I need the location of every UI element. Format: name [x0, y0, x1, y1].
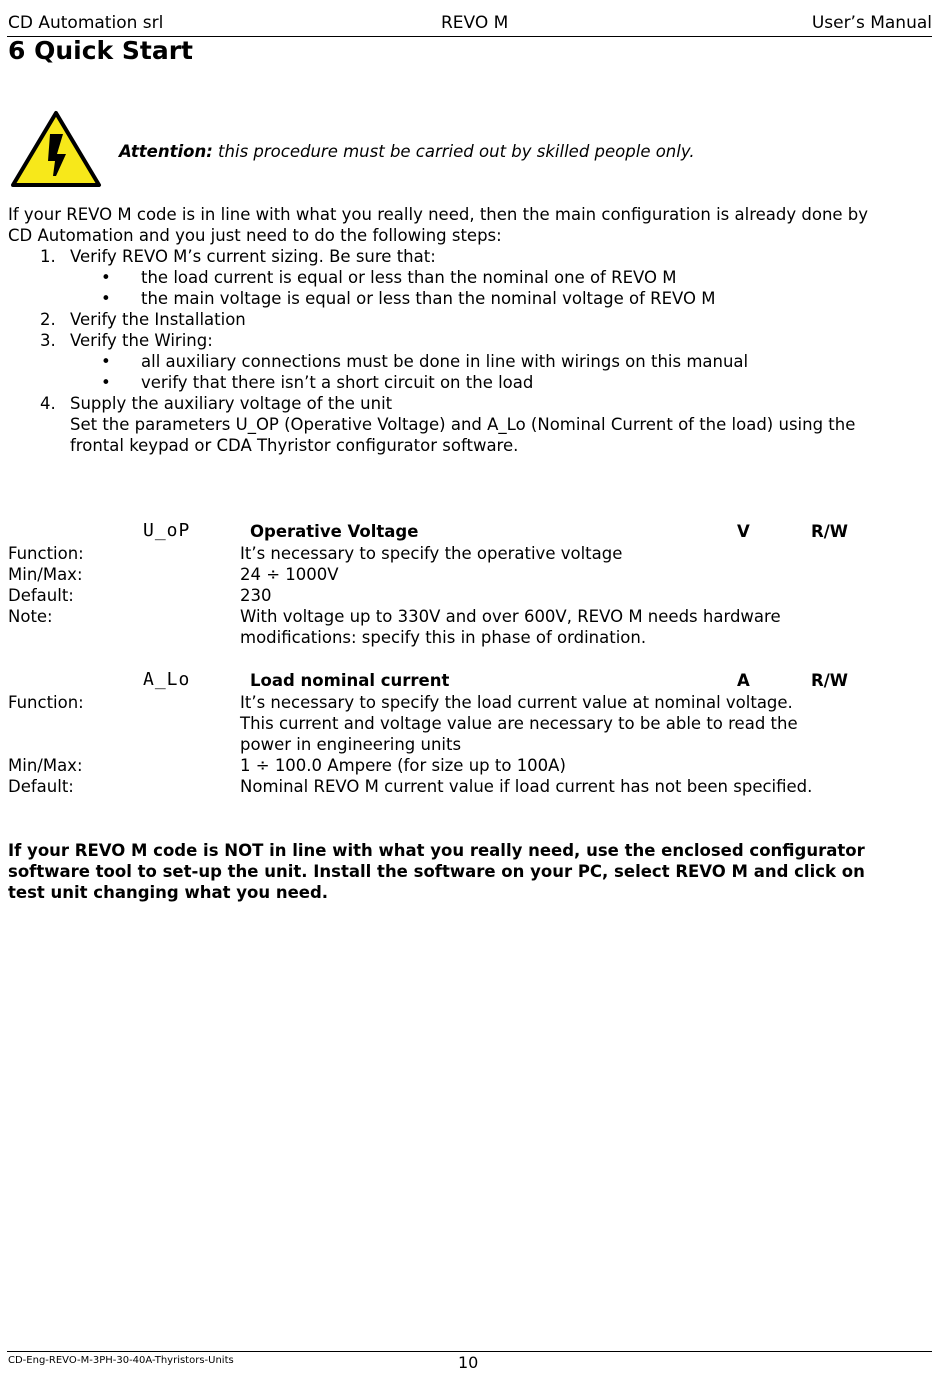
bullet-item: the main voltage is equal or less than the nominal voltage of REVO M: [141, 289, 716, 308]
page-number: 10: [458, 1353, 479, 1372]
intro-line-1: If your REVO M code is in line with what you really need, then the main configuration is already done by: [8, 205, 869, 224]
bullet-item: all auxiliary connections must be done in line with wirings on this manual: [141, 352, 749, 371]
step-text: Verify the Installation: [70, 310, 246, 329]
closing-line-1: If your REVO M code is NOT in line with what you really need, use the enclosed configurator: [8, 841, 865, 860]
bullet-icon: •: [101, 289, 111, 308]
field-value: Nominal REVO M current value if load current has not been specified.: [240, 777, 813, 796]
field-value: This current and voltage value are necessary to be able to read the: [240, 714, 798, 733]
closing-line-3: test unit changing what you need.: [8, 883, 329, 902]
step-number: 4.: [40, 394, 56, 413]
param-unit-uop: V: [737, 522, 750, 541]
attention-note: [119, 141, 695, 162]
bullet-item: the load current is equal or less than the nominal one of REVO M: [141, 268, 677, 287]
bullet-item: verify that there isn’t a short circuit on the load: [141, 373, 534, 392]
header-product: REVO M: [441, 13, 509, 33]
intro-line-2: CD Automation and you just need to do the following steps:: [8, 226, 502, 245]
field-value: modifications: specify this in phase of ordination.: [240, 628, 647, 647]
param-name-uop: Operative Voltage: [250, 522, 419, 541]
attention-text: this procedure must be carried out by skilled people only.: [212, 142, 695, 161]
field-value: It’s necessary to specify the load current value at nominal voltage.: [240, 693, 793, 712]
field-label: Note:: [8, 607, 53, 626]
field-label: Function:: [8, 693, 84, 712]
header-manual: User’s Manual: [811, 13, 932, 33]
step-number: 2.: [40, 310, 56, 329]
param-code-alo: A_Lo: [143, 669, 191, 690]
field-value: 230: [240, 586, 272, 605]
field-value: 24 ÷ 1000V: [240, 565, 339, 584]
closing-line-2: software tool to set-up the unit. Install the software on your PC, select REVO M and click on: [8, 862, 865, 881]
step-4-detail-line-2: frontal keypad or CDA Thyristor configurator software.: [70, 436, 519, 455]
step-number: 3.: [40, 331, 56, 350]
param-unit-alo: A: [737, 671, 750, 690]
bullet-icon: •: [101, 373, 111, 392]
step-4-detail-line-1: Set the parameters U_OP (Operative Voltage) and A_Lo (Nominal Current of the load) using the: [70, 415, 856, 434]
param-code-uop: U_oP: [143, 520, 191, 541]
field-value: 1 ÷ 100.0 Ampere (for size up to 100A): [240, 756, 566, 775]
high-voltage-warning-icon: [10, 110, 102, 192]
bullet-icon: •: [101, 268, 111, 287]
attention-label: Attention:: [119, 142, 213, 161]
field-value: power in engineering units: [240, 735, 462, 754]
section-title: 6 Quick Start: [8, 36, 193, 65]
step-number: 1.: [40, 247, 56, 266]
header-company: CD Automation srl: [8, 13, 164, 33]
field-label: Function:: [8, 544, 84, 563]
footer-doc-code: CD-Eng-REVO-M-3PH-30-40A-Thyristors-Units: [8, 1355, 234, 1366]
param-name-alo: Load nominal current: [250, 671, 450, 690]
field-label: Default:: [8, 777, 74, 796]
step-text: Supply the auxiliary voltage of the unit: [70, 394, 393, 413]
step-text: Verify the Wiring:: [70, 331, 213, 350]
field-value: It’s necessary to specify the operative voltage: [240, 544, 623, 563]
param-access-alo: R/W: [811, 671, 848, 690]
footer-rule: [7, 1351, 932, 1352]
field-label: Default:: [8, 586, 74, 605]
field-label: Min/Max:: [8, 565, 83, 584]
field-label: Min/Max:: [8, 756, 83, 775]
param-access-uop: R/W: [811, 522, 848, 541]
step-text: Verify REVO M’s current sizing. Be sure that:: [70, 247, 436, 266]
field-value: With voltage up to 330V and over 600V, REVO M needs hardware: [240, 607, 781, 626]
bullet-icon: •: [101, 352, 111, 371]
